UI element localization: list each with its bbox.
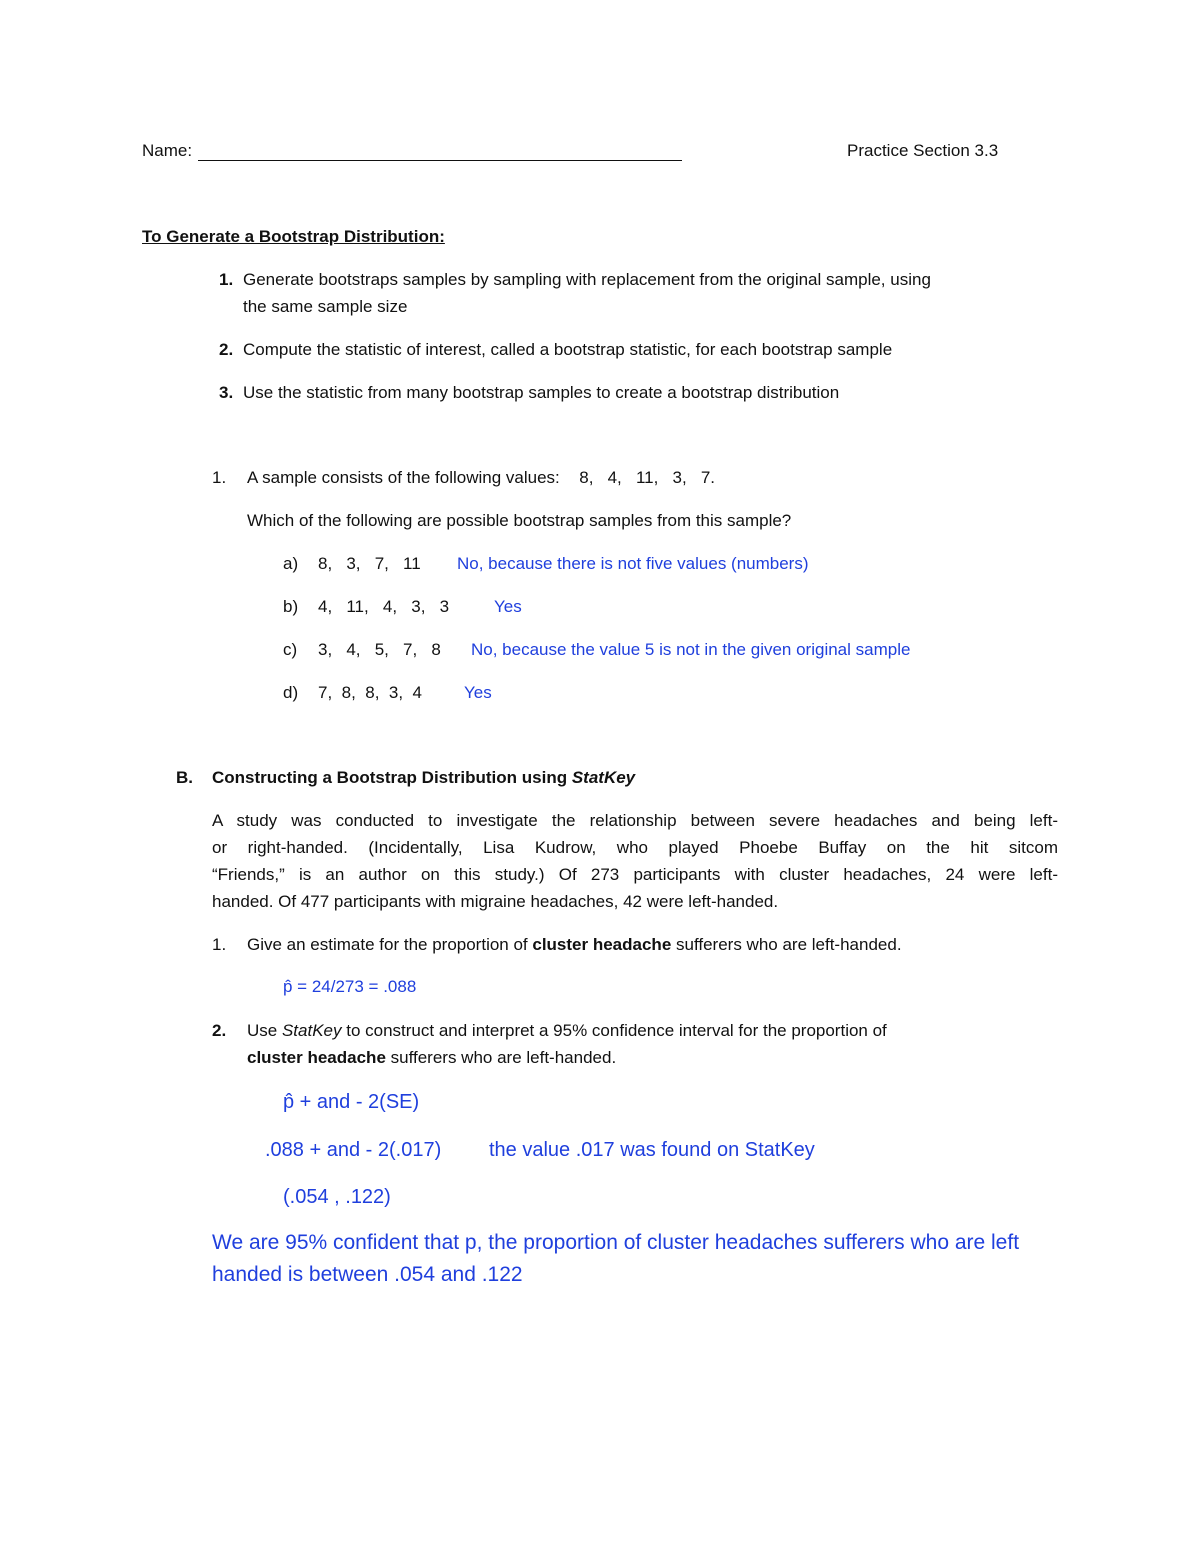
study-paragraph [212, 807, 1058, 915]
qa1-values: 8, 4, 11, 3, 7. [579, 468, 716, 487]
qb1-text: Give an estimate for the proportion of cluster headache sufferers who are left-handed. [247, 935, 902, 954]
qa1-number: 1. [212, 468, 227, 487]
ci-formula: p̂ + and - 2(SE) [283, 1091, 420, 1113]
paragraph-line: handed. Of 477 participants with migraine headaches, 42 were left-handed. [212, 892, 779, 911]
option-b-values: 4, 11, 4, 3, 3 [318, 597, 450, 616]
option-b-label: b) [283, 597, 299, 616]
qb2-text-cont: cluster headache sufferers who are left-handed. [247, 1048, 617, 1067]
option-a-answer: No, because there is not five values (numbers) [457, 554, 809, 573]
conclusion-line-2: handed is between .054 and .122 [212, 1263, 523, 1286]
name-field [142, 141, 682, 161]
option-d-values: 7, 8, 8, 3, 4 [318, 683, 422, 702]
step-2-number: 2. [219, 340, 234, 359]
name-label: Name: [142, 141, 193, 160]
option-c-values: 3, 4, 5, 7, 8 [318, 640, 441, 659]
ci-computation: .088 + and - 2(.017) [265, 1139, 442, 1161]
paragraph-line: “Friends,” is an author on this study.) Of 273 participants with cluster headaches, 24 were left- [212, 865, 1058, 884]
qb2-text: Use StatKey to construct and interpret a 95% confidence interval for the proportion of [247, 1021, 887, 1040]
paragraph-line: A study was conducted to investigate the relationship between severe headaches and being left- [212, 811, 1058, 830]
qb1-number: 1. [212, 935, 227, 954]
option-d-answer: Yes [464, 683, 492, 702]
step-1-text: Generate bootstraps samples by sampling with replacement from the original sample, using [243, 270, 931, 289]
option-a-label: a) [283, 554, 299, 573]
intro-heading: To Generate a Bootstrap Distribution: [142, 227, 445, 246]
paragraph-line: or right-handed. (Incidentally, Lisa Kudrow, who played Phoebe Buffay on the hit sitcom [212, 838, 1058, 857]
name-blank-line [198, 142, 682, 161]
qa1-text [247, 468, 715, 488]
option-b-answer: Yes [494, 597, 522, 616]
step-2-text: Compute the statistic of interest, called a bootstrap statistic, for each bootstrap sample [243, 340, 893, 359]
qb1-answer: p̂ = 24/273 = .088 [283, 977, 417, 996]
ci-note: the value .017 was found on StatKey [489, 1139, 815, 1161]
option-d-label: d) [283, 683, 299, 702]
section-b-heading: Constructing a Bootstrap Distribution using StatKey [212, 768, 636, 787]
qa1-prompt: Which of the following are possible bootstrap samples from this sample? [247, 511, 792, 530]
qa1-statement: A sample consists of the following values: [247, 468, 560, 487]
step-1-number: 1. [219, 270, 234, 289]
conclusion-line-1: We are 95% confident that p, the proportion of cluster headaches sufferers who are left [212, 1231, 1020, 1254]
option-a-values: 8, 3, 7, 11 [318, 554, 421, 573]
ci-interval: (.054 , .122) [283, 1186, 391, 1208]
practice-title: Practice Section 3.3 [847, 141, 999, 160]
qb2-number: 2. [212, 1021, 227, 1040]
section-b-letter: B. [176, 768, 193, 787]
option-c-label: c) [283, 640, 298, 659]
step-3-text: Use the statistic from many bootstrap samples to create a bootstrap distribution [243, 383, 840, 402]
step-3-number: 3. [219, 383, 234, 402]
step-1-text-cont: the same sample size [243, 297, 408, 316]
option-c-answer: No, because the value 5 is not in the given original sample [471, 640, 911, 659]
